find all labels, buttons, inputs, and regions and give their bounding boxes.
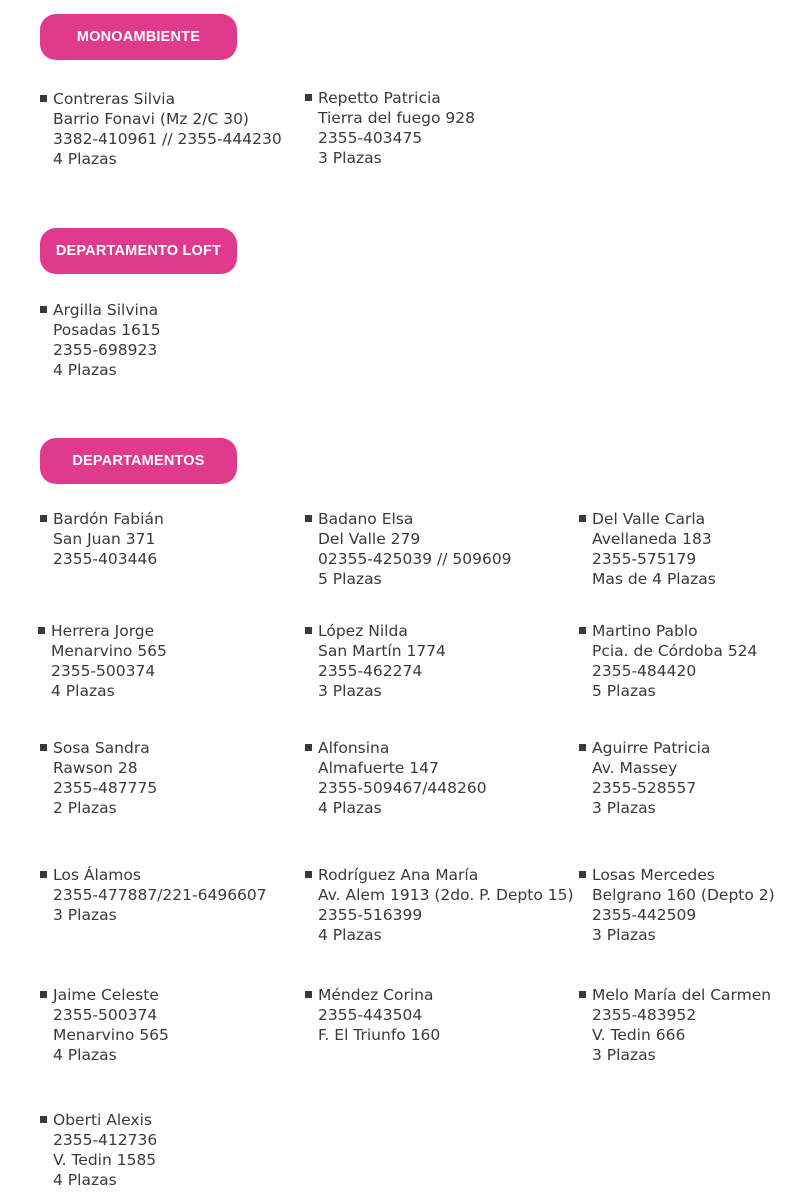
list-item xyxy=(579,509,716,589)
entry-name: Aguirre Patricia xyxy=(592,739,711,757)
entry-name: Rodríguez Ana María xyxy=(318,866,479,884)
entry-detail: 2355-500374 xyxy=(53,1006,158,1024)
entry-detail: 2355-442509 xyxy=(592,906,697,924)
entry-detail: 2355-403475 xyxy=(318,129,423,147)
entry-detail: 2355-516399 xyxy=(318,906,423,924)
bullet-icon xyxy=(38,627,45,634)
list-item xyxy=(305,88,475,168)
entry-name: López Nilda xyxy=(318,622,408,640)
bullet-icon xyxy=(40,1116,47,1123)
entry-name: Argilla Silvina xyxy=(53,301,159,319)
entry-detail: San Juan 371 xyxy=(53,530,156,548)
entry-detail: V. Tedin 1585 xyxy=(53,1151,157,1169)
entry-detail: Mas de 4 Plazas xyxy=(592,570,716,588)
list-item xyxy=(579,621,757,701)
entry-name: Contreras Silvia xyxy=(53,90,176,108)
entry-detail: 4 Plazas xyxy=(51,682,115,700)
section-title-departamento-loft: DEPARTAMENTO LOFT xyxy=(40,228,237,274)
entry-name: Martino Pablo xyxy=(592,622,698,640)
entry-detail: Avellaneda 183 xyxy=(592,530,712,548)
entry-detail: Av. Alem 1913 (2do. P. Depto 15) xyxy=(318,886,574,904)
entry-detail: 4 Plazas xyxy=(53,1046,117,1064)
entry-detail: 3 Plazas xyxy=(592,1046,656,1064)
entry-detail: Belgrano 160 (Depto 2) xyxy=(592,886,775,904)
entry-detail: 2355-528557 xyxy=(592,779,697,797)
entry-detail: 2355-412736 xyxy=(53,1131,158,1149)
list-item xyxy=(38,621,167,701)
bullet-icon xyxy=(579,627,586,634)
entry-name: Losas Mercedes xyxy=(592,866,715,884)
entry-name: Los Álamos xyxy=(53,866,141,884)
entry-detail: Rawson 28 xyxy=(53,759,138,777)
bullet-icon xyxy=(305,744,312,751)
bullet-icon xyxy=(579,515,586,522)
list-item xyxy=(40,89,282,169)
entry-detail: F. El Triunfo 160 xyxy=(318,1026,441,1044)
entry-detail: Del Valle 279 xyxy=(318,530,421,548)
entry-detail: 4 Plazas xyxy=(53,361,117,379)
entry-detail: 2355-403446 xyxy=(53,550,158,568)
list-item xyxy=(40,509,164,569)
bullet-icon xyxy=(40,871,47,878)
list-item xyxy=(579,865,775,945)
entry-detail: 2355-484420 xyxy=(592,662,697,680)
entry-detail: Menarvino 565 xyxy=(53,1026,169,1044)
entry-detail: 3382-410961 // 2355-444230 xyxy=(53,130,282,148)
entry-detail: 3 Plazas xyxy=(592,799,656,817)
bullet-icon xyxy=(305,991,312,998)
entry-detail: 2355-500374 xyxy=(51,662,156,680)
entry-detail: 2355-698923 xyxy=(53,341,158,359)
list-item xyxy=(40,1110,157,1190)
entry-detail: 2355-575179 xyxy=(592,550,697,568)
bullet-icon xyxy=(305,627,312,634)
entry-detail: Menarvino 565 xyxy=(51,642,167,660)
bullet-icon xyxy=(40,306,47,313)
entry-detail: Tierra del fuego 928 xyxy=(318,109,475,127)
list-item xyxy=(40,738,157,818)
bullet-icon xyxy=(579,991,586,998)
entry-name: Badano Elsa xyxy=(318,510,414,528)
list-item xyxy=(305,865,574,945)
entry-detail: 2355-443504 xyxy=(318,1006,423,1024)
list-item xyxy=(305,509,512,589)
entry-name: Bardón Fabián xyxy=(53,510,164,528)
entry-detail: 3 Plazas xyxy=(592,926,656,944)
entry-detail: Av. Massey xyxy=(592,759,678,777)
entry-name: Alfonsina xyxy=(318,739,390,757)
entry-detail: 3 Plazas xyxy=(318,149,382,167)
list-item xyxy=(579,985,771,1065)
entry-detail: V. Tedin 666 xyxy=(592,1026,686,1044)
entry-name: Sosa Sandra xyxy=(53,739,150,757)
list-item xyxy=(40,300,161,380)
entry-detail: 5 Plazas xyxy=(592,682,656,700)
list-item xyxy=(305,621,446,701)
list-item xyxy=(305,738,487,818)
bullet-icon xyxy=(40,95,47,102)
entry-detail: Barrio Fonavi (Mz 2/C 30) xyxy=(53,110,249,128)
section-title-departamentos: DEPARTAMENTOS xyxy=(40,438,237,484)
entry-detail: 4 Plazas xyxy=(53,1171,117,1189)
entry-name: Repetto Patricia xyxy=(318,89,441,107)
entry-detail: 2355-483952 xyxy=(592,1006,697,1024)
entry-detail: 2355-509467/448260 xyxy=(318,779,487,797)
entry-detail: 2355-477887/221-6496607 xyxy=(53,886,267,904)
list-item xyxy=(40,865,267,925)
entry-detail: 4 Plazas xyxy=(318,799,382,817)
list-item xyxy=(579,738,710,818)
list-item xyxy=(40,985,169,1065)
entry-name: Del Valle Carla xyxy=(592,510,706,528)
entry-name: Herrera Jorge xyxy=(51,622,155,640)
bullet-icon xyxy=(305,515,312,522)
bullet-icon xyxy=(305,94,312,101)
bullet-icon xyxy=(40,991,47,998)
entry-name: Oberti Alexis xyxy=(53,1111,152,1129)
entry-detail: Almafuerte 147 xyxy=(318,759,439,777)
bullet-icon xyxy=(305,871,312,878)
section-title-monoambiente: MONOAMBIENTE xyxy=(40,14,237,60)
entry-detail: 4 Plazas xyxy=(318,926,382,944)
entry-name: Méndez Corina xyxy=(318,986,434,1004)
bullet-icon xyxy=(40,515,47,522)
entry-name: Jaime Celeste xyxy=(53,986,159,1004)
entry-detail: 2 Plazas xyxy=(53,799,117,817)
entry-name: Melo María del Carmen xyxy=(592,986,772,1004)
bullet-icon xyxy=(579,871,586,878)
entry-detail: 5 Plazas xyxy=(318,570,382,588)
entry-detail: 2355-462274 xyxy=(318,662,423,680)
bullet-icon xyxy=(579,744,586,751)
entry-detail: San Martín 1774 xyxy=(318,642,446,660)
list-item xyxy=(305,985,440,1045)
entry-detail: 4 Plazas xyxy=(53,150,117,168)
entry-detail: 2355-487775 xyxy=(53,779,158,797)
entry-detail: Pcia. de Córdoba 524 xyxy=(592,642,758,660)
entry-detail: 02355-425039 // 509609 xyxy=(318,550,512,568)
bullet-icon xyxy=(40,744,47,751)
entry-detail: 3 Plazas xyxy=(318,682,382,700)
entry-detail: 3 Plazas xyxy=(53,906,117,924)
entry-detail: Posadas 1615 xyxy=(53,321,161,339)
